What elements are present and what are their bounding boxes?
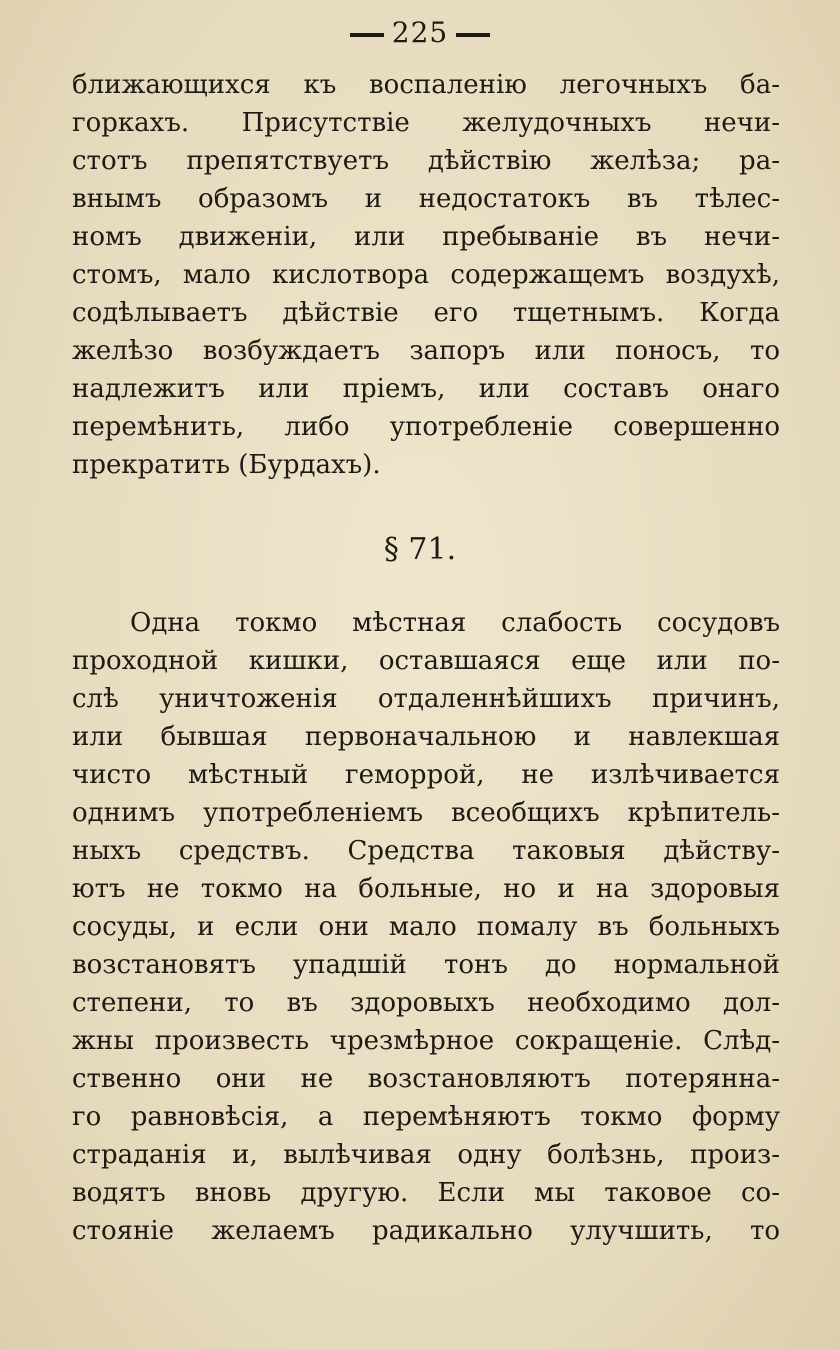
text-line: внымъ образомъ и недостатокъ въ тѣлес- bbox=[72, 184, 780, 214]
text-line: Одна токмо мѣстная слабость сосудовъ bbox=[130, 608, 780, 638]
text-line: ютъ не токмо на больные, но и на здоровыя bbox=[72, 874, 780, 904]
text-line: стотъ препятствуетъ дѣйствію желѣза; ра- bbox=[72, 146, 780, 176]
text-line: однимъ употребленіемъ всеобщихъ крѣпитель- bbox=[72, 798, 780, 828]
text-line: слѣ уничтоженія отдаленнѣйшихъ причинъ, bbox=[72, 684, 780, 714]
text-line: или бывшая первоначальною и навлекшая bbox=[72, 722, 780, 752]
text-line: водятъ вновь другую. Если мы таковое со- bbox=[72, 1178, 780, 1208]
text-line: жны произвесть чрезмѣрное сокращеніе. Слѣд- bbox=[72, 1026, 780, 1056]
header-dash-right bbox=[456, 33, 490, 37]
text-line: ственно они не возстановляютъ потеряннa- bbox=[72, 1064, 780, 1094]
page-header bbox=[0, 16, 840, 49]
text-line: желѣзо возбуждаетъ запоръ или поносъ, то bbox=[72, 336, 780, 366]
text-line: возстановятъ упадшій тонъ до нормальной bbox=[72, 950, 780, 980]
text-line: ныхъ средствъ. Средства таковыя дѣйству- bbox=[72, 836, 780, 866]
text-line: стомъ, мало кислотвора содержащемъ воздухѣ, bbox=[72, 260, 780, 290]
text-line: ближающихся къ воспаленію легочныхъ ба- bbox=[72, 70, 780, 100]
text-line: чисто мѣстный геморрой, не излѣчивается bbox=[72, 760, 780, 790]
section-heading: § 71. bbox=[383, 532, 457, 567]
header-dash-left bbox=[350, 33, 384, 37]
page-number: 225 bbox=[391, 16, 449, 49]
text-line: степени, то въ здоровыхъ необходимо дол- bbox=[72, 988, 780, 1018]
text-line: страданія и, вылѣчивая одну болѣзнь, произ- bbox=[72, 1140, 780, 1170]
text-line: номъ движеніи, или пребываніе въ нечи- bbox=[72, 222, 780, 252]
text-line: надлежитъ или пріемъ, или составъ онаго bbox=[72, 374, 780, 404]
text-line: сосуды, и если они мало помалу въ больныхъ bbox=[72, 912, 780, 942]
text-line: содѣлываетъ дѣйствіе его тщетнымъ. Когда bbox=[72, 298, 780, 328]
text-line: перемѣнить, либо употребленіе совершенно bbox=[72, 412, 780, 442]
text-line: проходной кишки, оставшаяся еще или по- bbox=[72, 646, 780, 676]
text-line: стояніе желаемъ радикально улучшить, то bbox=[72, 1216, 780, 1246]
text-line: прекратить (Бурдахъ). bbox=[72, 450, 381, 480]
text-line: горкахъ. Присутствіе желудочныхъ нечи- bbox=[72, 108, 780, 138]
text-line: го равновѣсія, а перемѣняютъ токмо форму bbox=[72, 1102, 780, 1132]
